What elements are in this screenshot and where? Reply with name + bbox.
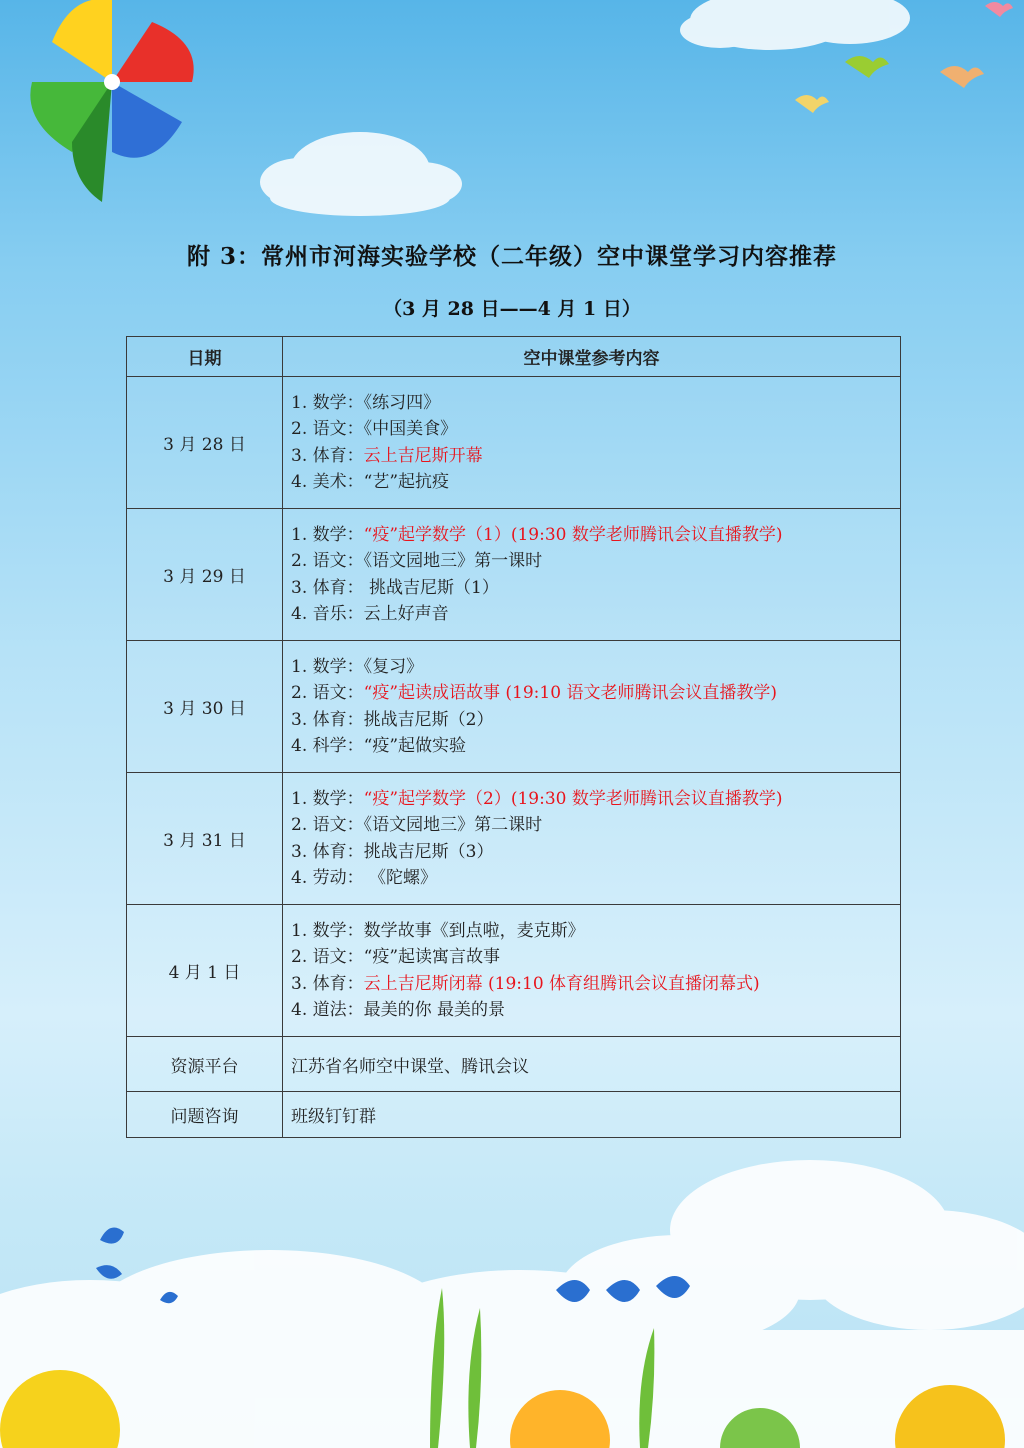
inquiry-row [127,1092,901,1138]
lesson-line: 3. 体育：云上吉尼斯闭幕 (19:10 体育组腾讯会议直播闭幕式) [291,973,760,994]
table-row [127,905,901,1037]
content-cell [283,905,901,1037]
lesson-line: 1. 数学：“疫”起学数学（1）(19:30 数学老师腾讯会议直播教学) [291,524,783,545]
content-cell [283,773,901,905]
date-cell: 3 月 31 日 [127,773,283,905]
date-cell: 3 月 29 日 [127,509,283,641]
table-row [127,641,901,773]
lesson-line: 3. 体育：云上吉尼斯开幕 [291,445,483,466]
pinwheel-icon [30,0,193,202]
header-content: 空中课堂参考内容 [283,337,901,377]
lesson-line: 4. 美术：“艺”起抗疫 [291,472,450,492]
content-cell [283,641,901,773]
lesson-line: 4. 劳动： 《陀螺》 [291,868,438,888]
date-cell: 3 月 30 日 [127,641,283,773]
content-cell [283,377,901,509]
lesson-line: 2. 语文：“疫”起读寓言故事 [291,947,501,967]
lesson-line: 3. 体育：挑战吉尼斯（3） [291,841,494,862]
lesson-line: 2. 语文：《中国美食》 [291,419,458,439]
table-header-row [127,337,901,377]
resource-value: 江苏省名师空中课堂、腾讯会议 [283,1037,901,1092]
bird-icon [845,56,889,78]
lesson-line: 1. 数学：“疫”起学数学（2）(19:30 数学老师腾讯会议直播教学) [291,788,783,809]
inquiry-value: 班级钉钉群 [283,1092,901,1138]
lesson-line: 2. 语文：《语文园地三》第一课时 [291,551,543,571]
table-row [127,773,901,905]
header-date: 日期 [127,337,283,377]
date-range-subtitle: （3 月 28 日——4 月 1 日） [383,298,641,320]
lesson-line: 1. 数学：数学故事《到点啦，麦克斯》 [291,920,585,941]
lesson-line: 2. 语文：“疫”起读成语故事 (19:10 语文老师腾讯会议直播教学) [291,683,778,703]
lesson-line: 4. 音乐：云上好声音 [291,604,449,624]
lesson-line: 1. 数学：《复习》 [291,656,424,677]
resource-label: 资源平台 [127,1037,283,1092]
lesson-line: 1. 数学：《练习四》 [291,392,441,413]
bird-icon [985,2,1013,17]
cloud-icon [260,132,462,216]
resource-row [127,1037,901,1092]
cloud-icon [0,1160,1024,1448]
date-cell: 3 月 28 日 [127,377,283,509]
lesson-line: 4. 科学：“疫”起做实验 [291,736,467,756]
inquiry-label: 问题咨询 [127,1092,283,1138]
page-title: 附 3：常州市河海实验学校（二年级）空中课堂学习内容推荐 [186,243,837,270]
table-row [127,509,901,641]
lesson-line: 4. 道法：最美的你 最美的景 [291,1000,506,1020]
table-row [127,377,901,509]
bird-icon [795,95,829,113]
cloud-icon [680,0,910,50]
bird-icon [940,66,984,88]
lesson-line: 3. 体育： 挑战吉尼斯（1） [291,577,499,598]
content-cell [283,509,901,641]
schedule-table [126,336,901,1138]
lesson-line: 2. 语文：《语文园地三》第二课时 [291,815,543,835]
lesson-line: 3. 体育：挑战吉尼斯（2） [291,709,494,730]
date-cell: 4 月 1 日 [127,905,283,1037]
